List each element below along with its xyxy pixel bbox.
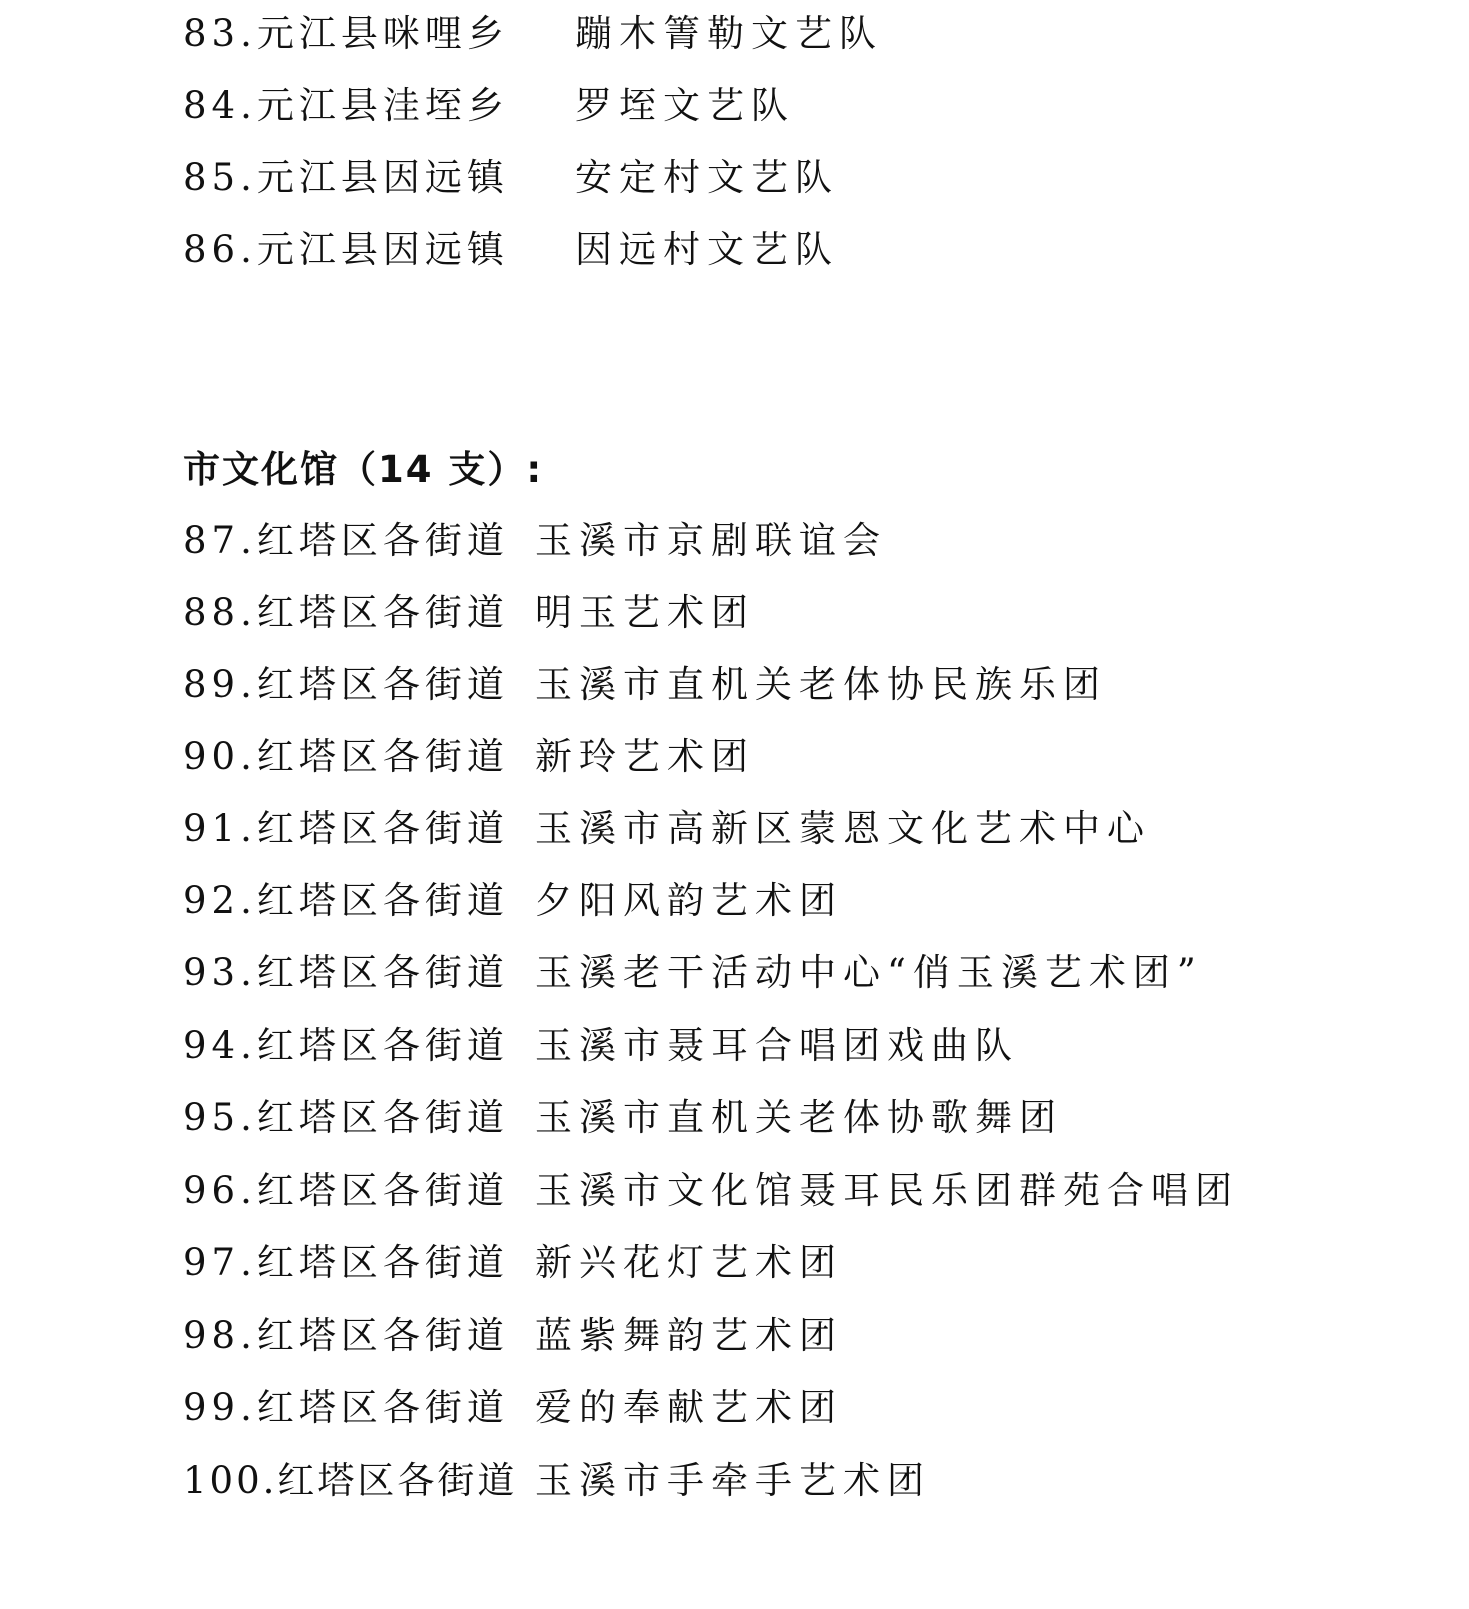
township-name: 96.红塔区各街道: [183, 1169, 509, 1212]
troupe-name: 蓝紫舞韵艺术团: [535, 1314, 843, 1357]
troupe-name: 罗垤文艺队: [575, 84, 795, 127]
troupe-name: 新兴花灯艺术团: [535, 1241, 843, 1284]
township-name: 97.红塔区各街道: [183, 1241, 509, 1284]
township-name: 84.元江县洼垤乡: [183, 84, 509, 127]
township-name: 91.红塔区各街道: [183, 807, 509, 850]
township-name: 98.红塔区各街道: [183, 1314, 509, 1357]
troupe-name: 因远村文艺队: [575, 228, 839, 271]
township-name: 90.红塔区各街道: [183, 735, 509, 778]
township-name: 86.元江县因远镇: [183, 228, 509, 271]
troupe-name: 安定村文艺队: [575, 156, 839, 199]
township-name: 85.元江县因远镇: [183, 156, 509, 199]
troupe-name: 爱的奉献艺术团: [535, 1386, 843, 1429]
township-name: 87.红塔区各街道: [183, 519, 509, 562]
township-name: 88.红塔区各街道: [183, 591, 509, 634]
troupe-name: 玉溪市直机关老体协歌舞团: [535, 1096, 1063, 1139]
section-heading: 市文化馆（14 支）:: [183, 448, 544, 491]
troupe-name: 玉溪市手牵手艺术团: [535, 1459, 931, 1502]
township-name: 99.红塔区各街道: [183, 1386, 509, 1429]
township-name: 89.红塔区各街道: [183, 663, 509, 706]
troupe-name: 蹦木箐勒文艺队: [575, 12, 883, 55]
troupe-name: 玉溪市高新区蒙恩文化艺术中心: [535, 807, 1151, 850]
township-name: 83.元江县咪哩乡: [183, 12, 509, 55]
township-name: 92.红塔区各街道: [183, 879, 509, 922]
troupe-name: 玉溪老干活动中心“俏玉溪艺术团”: [535, 951, 1203, 994]
troupe-name: 明玉艺术团: [535, 591, 755, 634]
troupe-name: 玉溪市聂耳合唱团戏曲队: [535, 1024, 1019, 1067]
troupe-name: 夕阳风韵艺术团: [535, 879, 843, 922]
troupe-name: 新玲艺术团: [535, 735, 755, 778]
township-name: 94.红塔区各街道: [183, 1024, 509, 1067]
township-name: 95.红塔区各街道: [183, 1096, 509, 1139]
troupe-name: 玉溪市直机关老体协民族乐团: [535, 663, 1107, 706]
troupe-name: 玉溪市文化馆聂耳民乐团群苑合唱团: [535, 1169, 1239, 1212]
troupe-name: 玉溪市京剧联谊会: [535, 519, 887, 562]
township-name: 100.红塔区各街道: [183, 1459, 518, 1502]
township-name: 93.红塔区各街道: [183, 951, 509, 994]
